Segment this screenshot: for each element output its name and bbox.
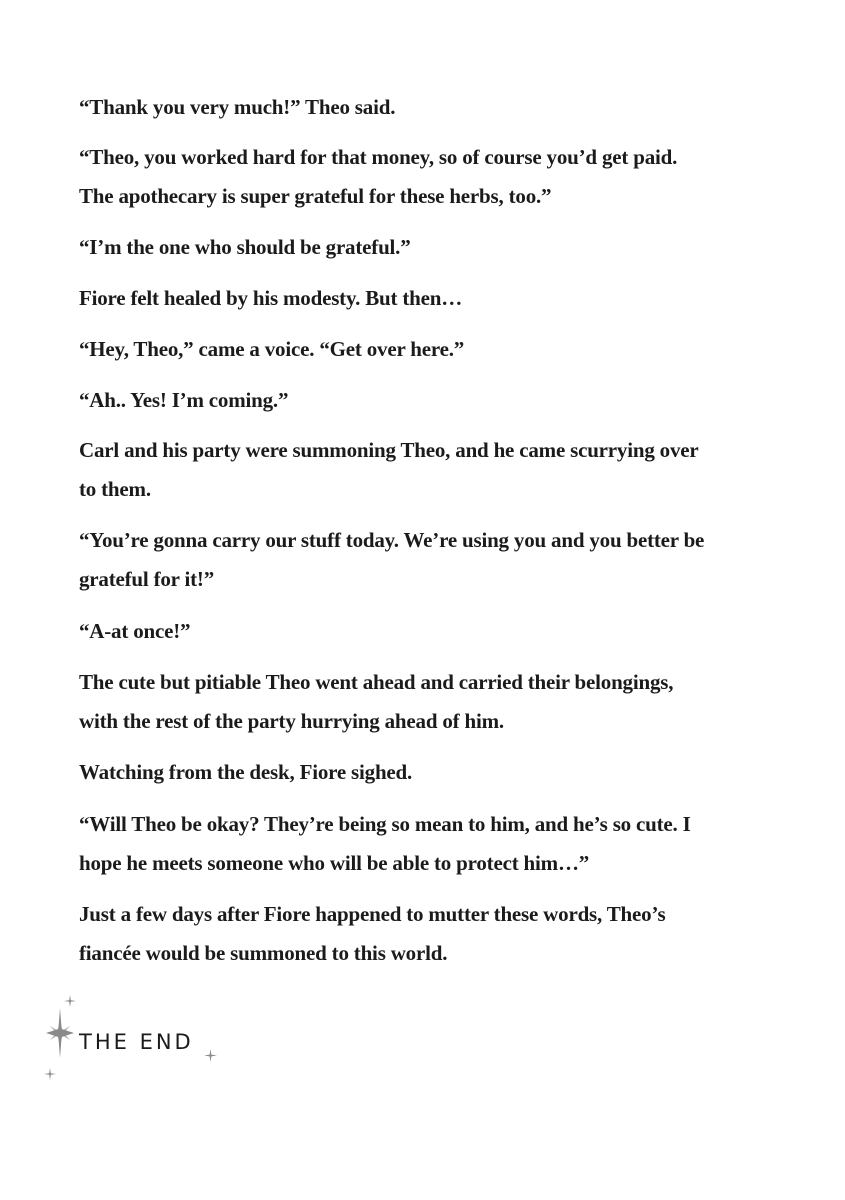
the-end-label: THE END [79, 1030, 194, 1054]
paragraph-10: The cute but pitiable Theo went ahead and carried their belongings, with the rest of the party hurrying ahead of him. [79, 670, 674, 733]
paragraph-6: “Ah.. Yes! I’m coming.” [79, 388, 289, 412]
paragraph-13: Just a few days after Fiore happened to mutter these words, Theo’s fiancée would be summoned to this world. [79, 902, 666, 965]
the-end-ornament [40, 990, 240, 1090]
paragraph-9: “A-at once!” [79, 619, 191, 643]
paragraph-8: “You’re gonna carry our stuff today. We’re using you and you better be grateful for it!” [79, 528, 705, 591]
paragraph-11: Watching from the desk, Fiore sighed. [79, 760, 413, 784]
paragraph-2: “Theo, you worked hard for that money, so of course you’d get paid. The apothecary is super grateful for these herbs, too.” [79, 145, 678, 208]
paragraph-5: “Hey, Theo,” came a voice. “Get over here.” [79, 337, 465, 361]
paragraph-7: Carl and his party were summoning Theo, and he came scurrying over to them. [79, 438, 699, 501]
sparkle-star-icon [46, 1008, 74, 1058]
paragraph-12: “Will Theo be okay? They’re being so mean to him, and he’s so cute. I hope he meets someone who will be able to protect him…” [79, 812, 691, 875]
paragraph-4: Fiore felt healed by his modesty. But then… [79, 286, 463, 310]
small-sparkle-icon [204, 1049, 217, 1062]
small-sparkle-icon [44, 1068, 56, 1080]
small-sparkle-icon [64, 995, 76, 1007]
paragraph-3: “I’m the one who should be grateful.” [79, 235, 411, 259]
paragraph-1: “Thank you very much!” Theo said. [79, 95, 396, 119]
